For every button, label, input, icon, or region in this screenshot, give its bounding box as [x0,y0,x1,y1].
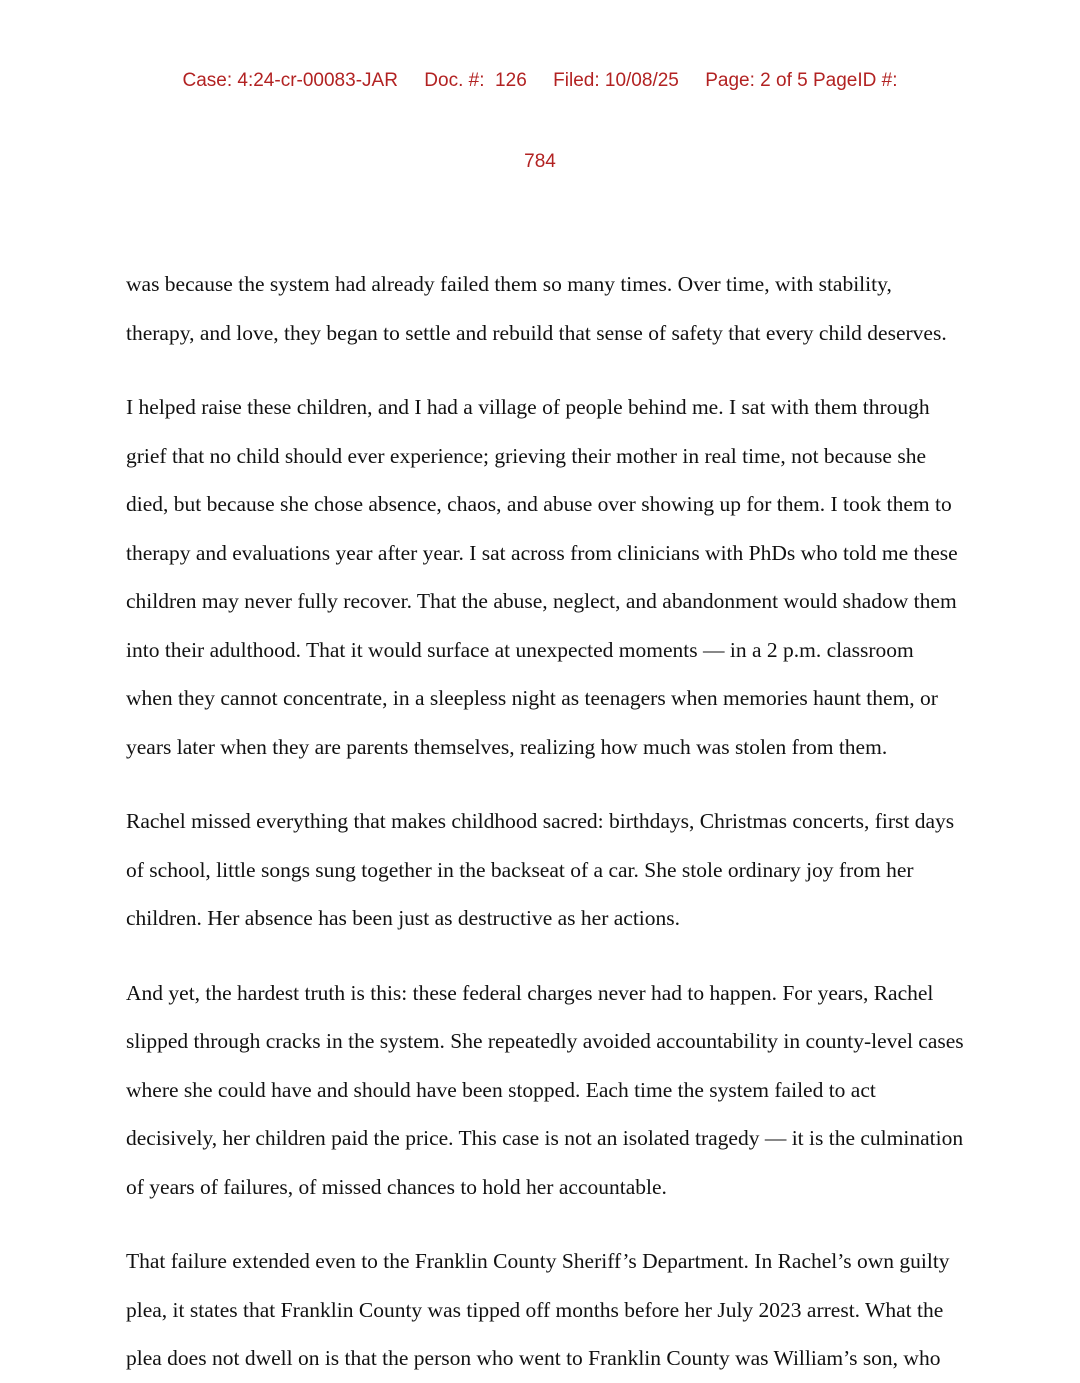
text-line: where she could have and should have been stopped. Each time the system failed to act [126,1077,876,1102]
paragraph [126,1237,980,1383]
paragraph [126,797,980,943]
text-line: therapy and evaluations year after year. I sat across from clinicians with PhDs who told me these [126,540,958,565]
text-line: decisively, her children paid the price. This case is not an isolated tragedy — it is the culmination [126,1126,964,1150]
paragraph [126,383,980,771]
case-stamp [0,0,1080,229]
paragraph [126,969,980,1212]
paragraph [126,260,980,357]
text-line: plea, it states that Franklin County was tipped off months before her July 2023 arrest. What the [126,1297,944,1322]
case-stamp-line1: Case: 4:24-cr-00083-JAR Doc. #: 126 Filed: 10/08/25 Page: 2 of 5 PageID #: [182,70,898,91]
text-line: And yet, the hardest truth is this: these federal charges never had to happen. For years, Rachel [126,980,934,1005]
text-line: grief that no child should ever experience; grieving their mother in real time, not because she [126,443,926,468]
text-line: into their adulthood. That it would surface at unexpected moments — in a 2 p.m. classroom [126,637,914,662]
text-line: children. Her absence has been just as destructive as her actions. [126,906,681,930]
case-stamp-line2: 784 [524,151,556,172]
document-body [0,260,1080,1383]
text-line: of years of failures, of missed chances to hold her accountable. [126,1174,667,1199]
text-line: died, but because she chose absence, chaos, and abuse over showing up for them. I took them to [126,492,952,516]
text-line: therapy, and love, they began to settle and rebuild that sense of safety that every child deserves. [126,320,947,345]
text-line: was because the system had already failed them so many times. Over time, with stability, [126,272,892,296]
text-line: years later when they are parents themselves, realizing how much was stolen from them. [126,734,888,759]
text-line: That failure extended even to the Franklin County Sheriff’s Department. In Rachel’s own guilty [126,1249,950,1273]
text-line: of school, little songs sung together in the backseat of a car. She stole ordinary joy from her [126,857,914,882]
text-line: slipped through cracks in the system. She repeatedly avoided accountability in county-level cases [126,1029,964,1053]
text-line: plea does not dwell on is that the person who went to Franklin County was William’s son, who [126,1346,941,1370]
text-line: I helped raise these children, and I had a village of people behind me. I sat with them through [126,395,930,419]
text-line: when they cannot concentrate, in a sleepless night as teenagers when memories haunt them, or [126,686,938,710]
text-line: children may never fully recover. That the abuse, neglect, and abandonment would shadow them [126,589,957,613]
text-line: Rachel missed everything that makes childhood sacred: birthdays, Christmas concerts, first days [126,809,955,833]
